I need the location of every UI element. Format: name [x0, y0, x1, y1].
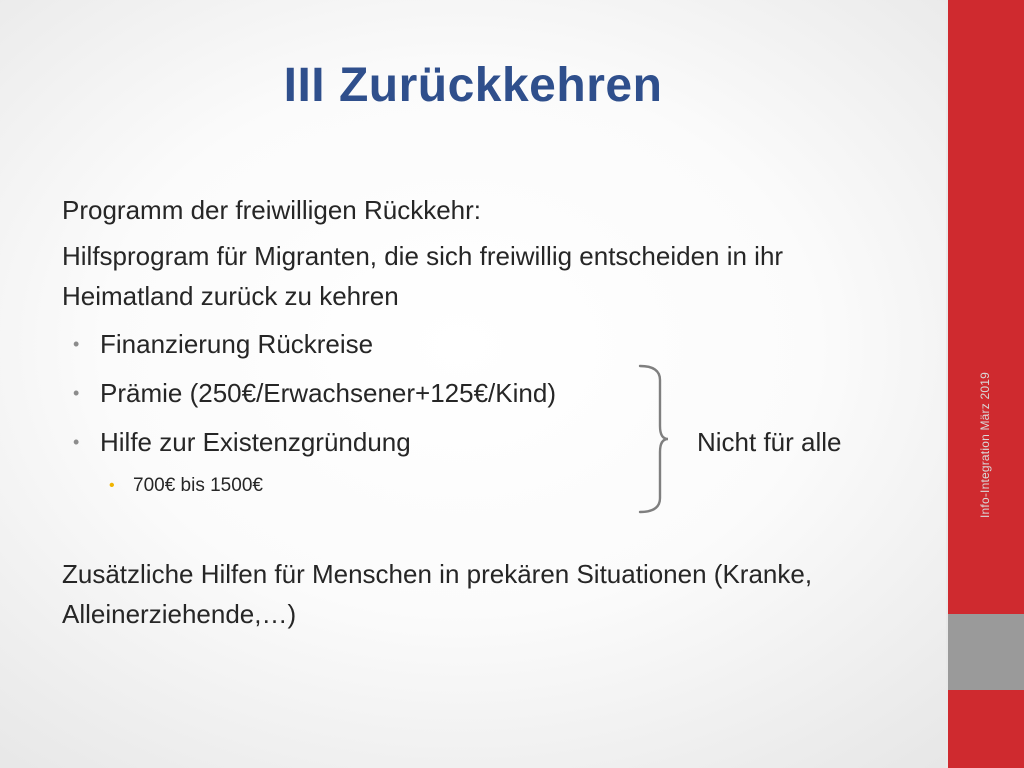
- bullet-dot-icon: •: [73, 383, 80, 403]
- sub-bullet-item: [109, 470, 263, 502]
- slide-title: III Zurückkehren: [283, 59, 663, 112]
- aside-note: Nicht für alle: [697, 427, 842, 457]
- bullet-item: [73, 324, 374, 364]
- sidebar-gray-block: [948, 614, 1024, 690]
- curly-brace-icon: [630, 362, 670, 516]
- sub-bullet-dot-icon: •: [109, 477, 115, 494]
- sidebar-bottom-block: [948, 690, 1024, 768]
- bullet-dot-icon: •: [73, 432, 80, 452]
- bullet-item: [73, 373, 556, 413]
- bullet-dot-icon: •: [73, 334, 80, 354]
- bullet-label: Finanzierung Rückreise: [100, 329, 374, 359]
- footer-label: Info-Integration März 2019: [978, 372, 992, 518]
- closing-text: Zusätzliche Hilfen für Menschen in prekären Situationen (Kranke, Alleinerziehende,…): [62, 559, 813, 629]
- description-text: Hilfsprogram für Migranten, die sich freiwillig entscheiden in ihr Heimatland zurück zu kehren: [62, 241, 784, 311]
- sub-bullet-label: 700€ bis 1500€: [133, 475, 263, 496]
- bullet-label: Hilfe zur Existenzgründung: [100, 427, 411, 457]
- bullet-label: Prämie (250€/Erwachsener+125€/Kind): [100, 378, 556, 408]
- bullet-item: [73, 422, 411, 462]
- intro-text: Programm der freiwilligen Rückkehr:: [62, 195, 482, 225]
